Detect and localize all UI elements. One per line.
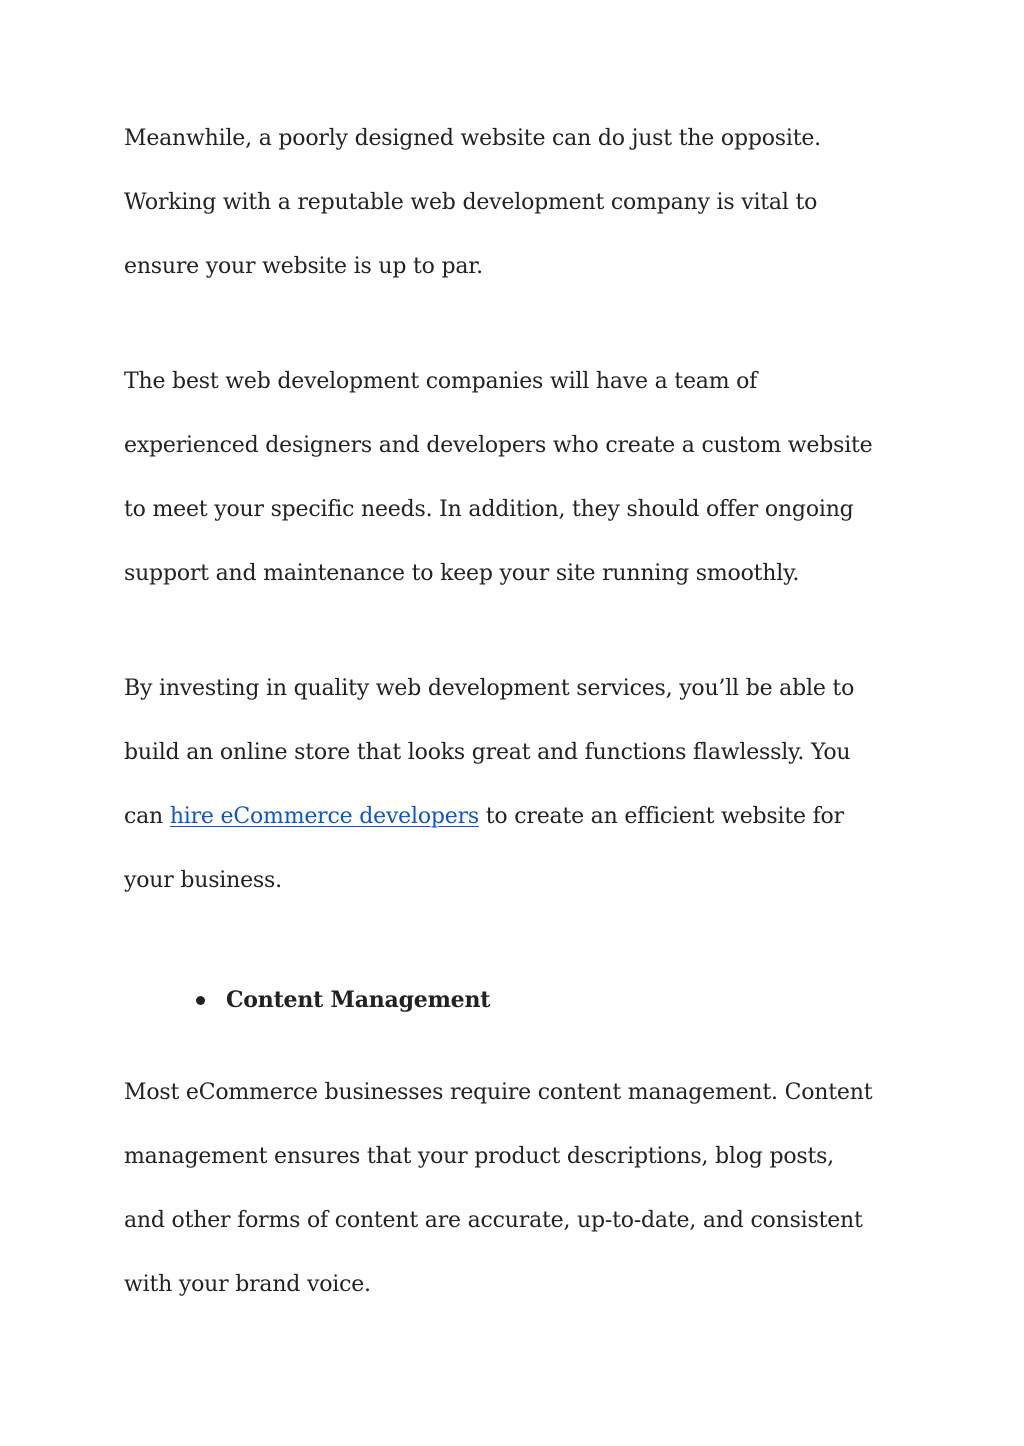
line-prefix-text: can [124,804,170,829]
paragraph-investing [124,657,924,913]
paragraph-line: Most eCommerce businesses require content management. Content [124,1080,873,1105]
paragraph-line: Working with a reputable web development company is vital to [124,190,818,215]
paragraph-line: with your brand voice. [124,1272,371,1297]
bullet-icon [196,996,205,1005]
paragraph-line: experienced designers and developers who create a custom website [124,433,873,458]
paragraph-line: and other forms of content are accurate, up-to-date, and consistent [124,1208,863,1233]
paragraph-line: support and maintenance to keep your site running smoothly. [124,561,800,586]
paragraph-intro [124,107,924,299]
paragraph-line: management ensures that your product descriptions, blog posts, [124,1144,834,1169]
bullet-list-item [196,980,490,1020]
paragraph-line: The best web development companies will have a team of [124,369,758,394]
bullet-heading: Content Management [226,987,491,1013]
paragraph-line: Meanwhile, a poorly designed website can do just the opposite. [124,126,821,151]
paragraph-line: to meet your specific needs. In addition, they should offer ongoing [124,497,854,522]
paragraph-line: ensure your website is up to par. [124,254,483,279]
paragraph-best-companies [124,350,924,606]
paragraph-line: build an online store that looks great and functions flawlessly. You [124,740,851,765]
paragraph-line-with-link [124,785,924,849]
paragraph-line: your business. [124,868,282,893]
line-suffix-text: to create an efficient website for [478,804,844,829]
hire-ecommerce-developers-link[interactable]: hire eCommerce developers [169,804,479,829]
paragraph-line: By investing in quality web development services, you’ll be able to [124,676,855,701]
paragraph-content-management [124,1061,924,1317]
